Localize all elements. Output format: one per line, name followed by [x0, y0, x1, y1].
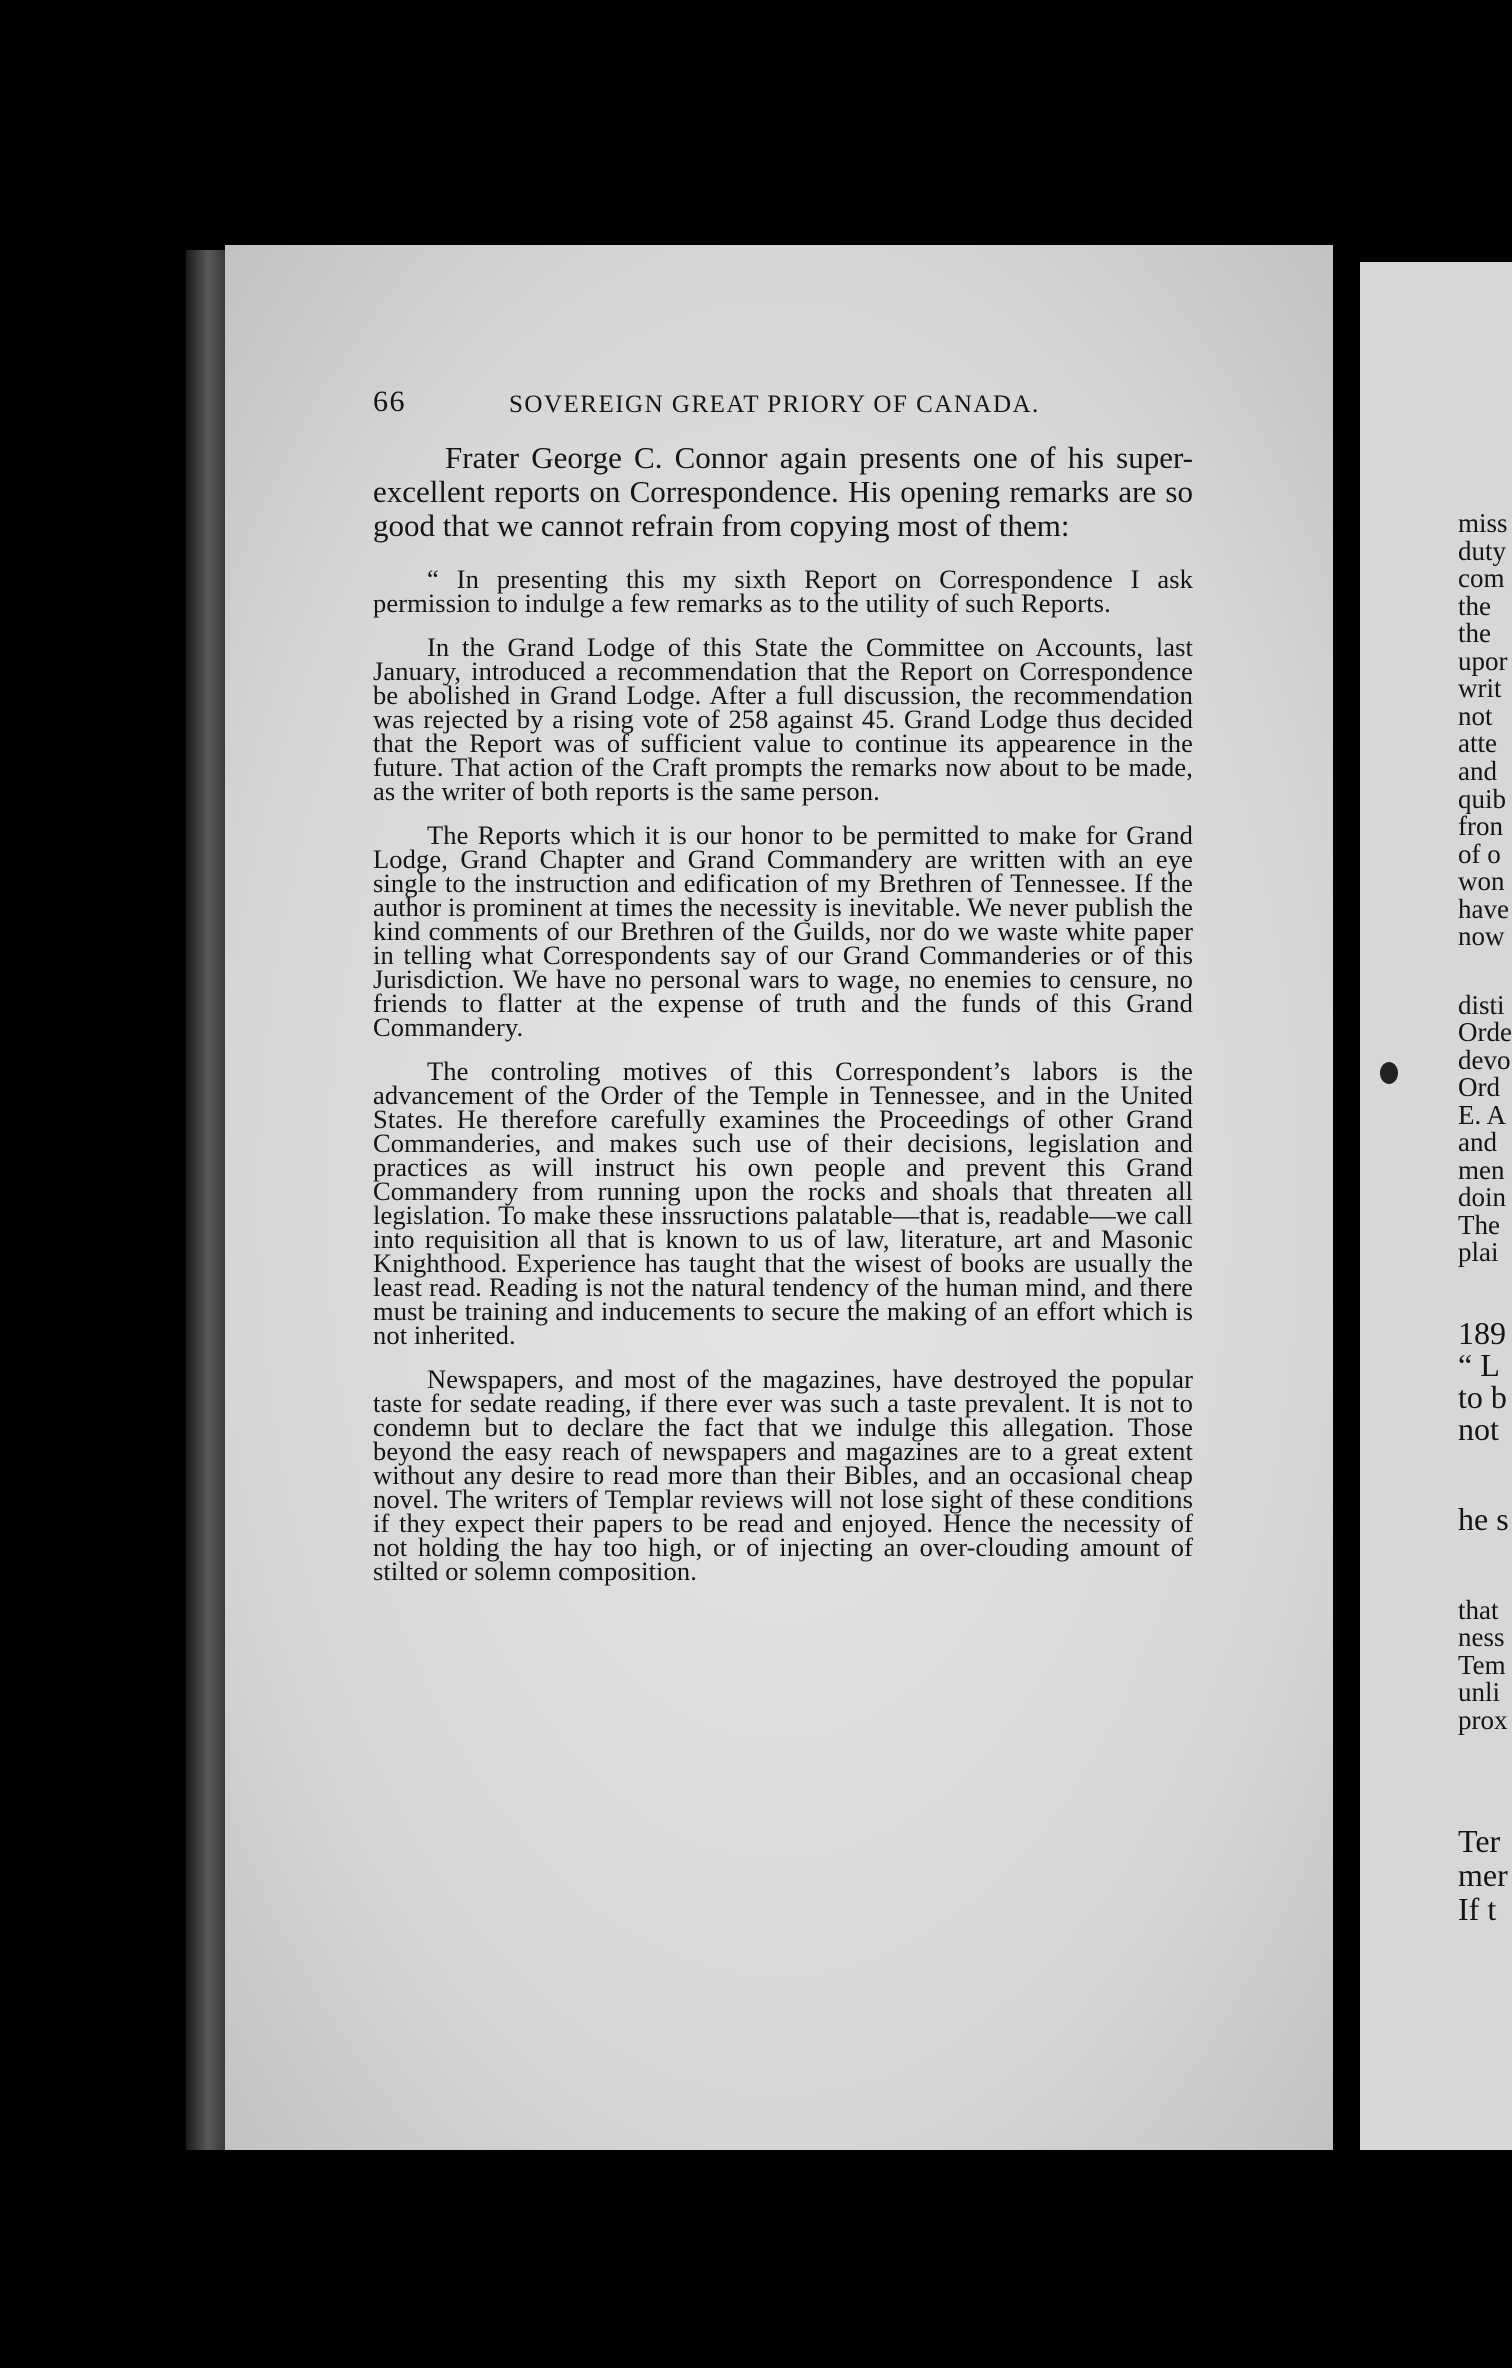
facing-line: not	[1458, 1411, 1499, 1447]
facing-line: miss	[1458, 508, 1508, 538]
facing-line: plai	[1458, 1237, 1499, 1267]
facing-line: doin	[1458, 1182, 1507, 1212]
quote-paragraph-3: The Reports which it is our honor to be permitted to make for Grand Lodge, Grand Chapter and Grand Commandery are written with an eye single to the instruction and edification of my Brethren of Tennessee. If the author is prominent at times the necessity is inevitable. We never publish the kind comments of our Brethren of the Guilds, nor do we waste white paper in telling what Correspondents say of our Grand Commanderies or of this Jurisdiction. We have no personal wars to wage, no enemies to censure, no friends to flatter at the expense of truth and the funds of this Grand Commandery.	[373, 820, 1193, 1042]
page-header	[373, 385, 1193, 431]
ink-blot	[1380, 1062, 1398, 1084]
facing-line: to b	[1458, 1379, 1507, 1415]
facing-line: the	[1458, 591, 1491, 621]
facing-line: ness	[1458, 1622, 1505, 1652]
quote-paragraph-5: Newspapers, and most of the magazines, have destroyed the popular taste for sedate reading, if there ever was such a taste prevalent. It is not to condemn but to declare the fact that we indulge this allegation. Those beyond the easy reach of newspapers and magazines are to a great extent without any desire to read more than their Bibles, and an occasional cheap novel. The writers of Templar reviews will not lose sight of these conditions if they expect their papers to be read and enjoyed. Hence the necessity of not holding the hay too high, or of injecting an over-clouding amount of stilted or solemn composition.	[373, 1364, 1193, 1586]
facing-line: Tem	[1458, 1650, 1506, 1680]
facing-line: the	[1458, 618, 1491, 648]
quoted-report	[373, 564, 1193, 1586]
facing-line: men	[1458, 1155, 1505, 1185]
intro-paragraph: Frater George C. Connor again presents one of his super-excellent reports on Correspondence. His opening remarks are so good that we cannot refrain from copying most of them:	[373, 440, 1193, 543]
facing-line: Ter	[1458, 1823, 1501, 1859]
facing-line: If t	[1458, 1891, 1497, 1927]
facing-line: now	[1458, 921, 1505, 951]
facing-line: com	[1458, 563, 1505, 593]
facing-line: writ	[1458, 673, 1502, 703]
facing-line: and	[1458, 756, 1497, 786]
facing-line: duty	[1458, 536, 1507, 566]
facing-line: won	[1458, 866, 1505, 896]
facing-line: have	[1458, 894, 1509, 924]
facing-line: 189	[1458, 1315, 1506, 1351]
quote-paragraph-2: In the Grand Lodge of this State the Committee on Accounts, last January, introduced a recommendation that the Report on Correspondence be abolished in Grand Lodge. After a full discussion, the recommendation was rejected by a rising vote of 258 against 45. Grand Lodge thus decided that the Report was of sufficient value to continue its appearence in the future. That action of the Craft prompts the remarks now about to be made, as the writer of both reports is the same person.	[373, 632, 1193, 806]
quote-paragraph-1: “ In presenting this my sixth Report on Correspondence I ask permission to indulge a few remarks as to the utility of such Reports.	[373, 564, 1193, 618]
page-number: 66	[373, 385, 406, 418]
facing-line: mer	[1458, 1857, 1508, 1893]
facing-line: prox	[1458, 1705, 1508, 1735]
facing-page-fragment	[1360, 262, 1512, 2150]
quote-paragraph-4: The controling motives of this Correspondent’s labors is the advancement of the Order of the Temple in Tennessee, and in the United States. He therefore carefully examines the Proceedings of other Grand Commanderies, and makes such use of their decisions, legislation and practices as will instruct his own people and prevent this Grand Commandery from running upon the rocks and shoals that threaten all legislation. To make these inssructions palatable—that is, readable—we call into requisition all that is known to us of law, literature, art and Masonic Knighthood. Experience has taught that the wisest of books are usually the least read. Reading is not the natural tendency of the human mind, and there must be training and inducements to secure the making of an effort which is not inherited.	[373, 1056, 1193, 1350]
facing-line: The	[1458, 1210, 1500, 1240]
facing-line: and	[1458, 1127, 1497, 1157]
facing-line: quib	[1458, 784, 1507, 814]
page-content	[373, 385, 1193, 1586]
facing-line: he s	[1458, 1501, 1509, 1537]
facing-line: disti	[1458, 990, 1505, 1020]
running-title: SOVEREIGN GREAT PRIORY OF CANADA.	[509, 391, 1040, 418]
facing-line: upor	[1458, 646, 1508, 676]
facing-line: Orde	[1458, 1017, 1512, 1047]
left-page	[225, 245, 1333, 2150]
facing-line: atte	[1458, 728, 1497, 758]
facing-line: that	[1458, 1595, 1499, 1625]
facing-line: Ord	[1458, 1072, 1500, 1102]
facing-line: fron	[1458, 811, 1503, 841]
facing-line: not	[1458, 701, 1493, 731]
facing-line: devo	[1458, 1045, 1511, 1075]
facing-line: unli	[1458, 1677, 1501, 1707]
facing-line: E. A	[1458, 1100, 1507, 1130]
facing-line: “ L	[1458, 1347, 1500, 1383]
facing-line: of o	[1458, 839, 1501, 869]
